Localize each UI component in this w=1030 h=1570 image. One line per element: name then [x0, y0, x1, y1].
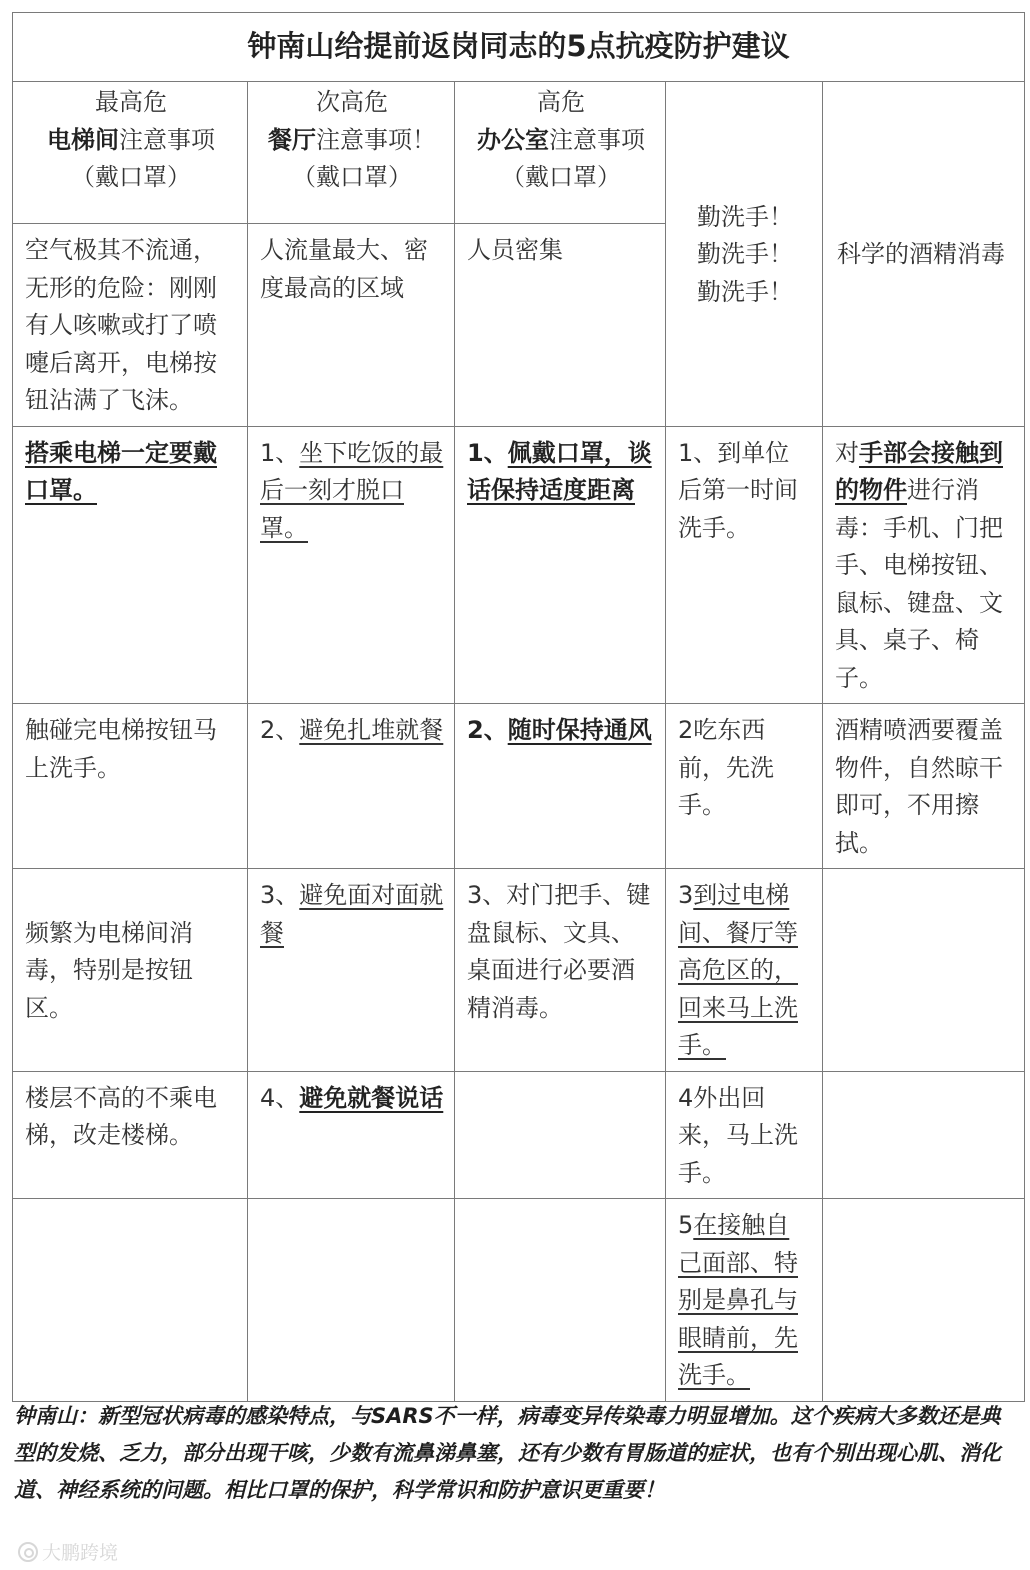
tip-cell: [666, 1199, 823, 1402]
tip-row-4: [13, 1071, 1025, 1199]
tip-cell: [455, 426, 666, 704]
tip-number: 4、: [260, 1083, 300, 1112]
header-row: [13, 82, 1025, 224]
tip-cell: 1、到单位后第一时间洗手。: [666, 426, 823, 704]
tip-row-2: [13, 704, 1025, 869]
tip-text: 搭乘电梯一定要戴口罩。: [25, 438, 217, 504]
header-handwash: [666, 82, 823, 427]
desc-office: 人员密集: [455, 224, 666, 427]
tip-text: 避免面对面就餐: [260, 881, 444, 947]
tip-cell: 4外出回来，马上洗手。: [666, 1071, 823, 1199]
mask-note: （戴口罩）: [292, 163, 412, 191]
watermark-text: 大鹏跨境: [42, 1542, 119, 1564]
empty-cell: [248, 1199, 455, 1402]
header-elevator: [13, 82, 248, 224]
tip-text: 到过电梯间、餐厅等高危区的，回来马上洗手。: [678, 881, 798, 1059]
title-row: [13, 13, 1025, 82]
tip-number: 3: [678, 881, 694, 909]
tip-cell: 2吃东西前，先洗手。: [666, 704, 823, 869]
tip-number: 1、: [467, 438, 508, 467]
tip-row-1: [13, 426, 1025, 704]
handwash-line: 勤洗手！: [697, 202, 793, 231]
tip-text: 随时保持通风: [507, 716, 652, 744]
tip-cell: 楼层不高的不乘电梯，改走楼梯。: [13, 1071, 248, 1199]
header-suffix: 注意事项: [119, 125, 215, 154]
tip-cell: 酒精喷洒要覆盖物件，自然晾干即可，不用擦拭。: [823, 704, 1025, 869]
tip-cell: [248, 869, 455, 1072]
risk-level: 最高危: [95, 88, 167, 116]
header-disinfect: 科学的酒精消毒: [823, 82, 1025, 427]
empty-cell: [823, 869, 1025, 1072]
header-canteen: [248, 82, 455, 224]
advice-table: [12, 12, 1025, 1402]
tip-text: 佩戴口罩，谈话保持适度距离: [467, 438, 652, 504]
tip-text: 坐下吃饭的最后一刻才脱口罩。: [260, 438, 444, 542]
tip-number: 1、: [260, 438, 300, 467]
tip-cell: 触碰完电梯按钮马上洗手。: [13, 704, 248, 869]
tip-cell: [823, 426, 1025, 704]
tip-text: 避免扎堆就餐: [299, 716, 444, 744]
empty-cell: [455, 1199, 666, 1402]
tip-cell: 频繁为电梯间消毒，特别是按钮区。: [13, 869, 248, 1072]
empty-cell: [823, 1199, 1025, 1402]
place-name: 办公室: [477, 125, 549, 154]
risk-level: 次高危: [316, 88, 388, 116]
tip-number: 2、: [260, 716, 300, 744]
handwash-line: 勤洗手！: [697, 277, 793, 306]
place-name: 餐厅: [268, 125, 316, 154]
tip-row-5: [13, 1199, 1025, 1402]
tip-number: 2、: [467, 716, 508, 744]
tip-cell: [666, 869, 823, 1072]
tip-text: 避免就餐说话: [299, 1083, 444, 1112]
mask-note: （戴口罩）: [71, 163, 191, 191]
quote-paragraph: 钟南山：新型冠状病毒的感染特点，与SARS不一样，病毒变异传染毒力明显增加。这个疾病大多数还是典型的发烧、乏力，部分出现干咳，少数有流鼻涕鼻塞，还有少数有胃肠道的症状，也有个别出现心肌、消化道、神经系统的问题。相比口罩的保护，科学常识和防护意识更重要！: [14, 1404, 1001, 1502]
tip-cell: 3、对门把手、键盘鼠标、文具、桌面进行必要酒精消毒。: [455, 869, 666, 1072]
handwash-line: 勤洗手！: [697, 240, 793, 268]
place-name: 电梯间: [47, 125, 119, 154]
risk-level: 高危: [537, 88, 585, 116]
mask-note: （戴口罩）: [501, 163, 621, 191]
tip-text-pre: 对: [835, 438, 859, 467]
desc-canteen: 人流量最大、密度最高的区域: [248, 224, 455, 427]
tip-cell: [13, 426, 248, 704]
tip-cell: [248, 704, 455, 869]
header-suffix: 注意事项: [549, 125, 645, 154]
empty-cell: [823, 1071, 1025, 1199]
header-suffix: 注意事项！: [316, 125, 436, 154]
empty-cell: [455, 1071, 666, 1199]
tip-text: 在接触自己面部、特别是鼻孔与眼睛前，先洗手。: [678, 1211, 798, 1389]
header-office: [455, 82, 666, 224]
tip-text-emphasis: 手部会接触到的物件: [835, 438, 1003, 504]
watermark-logo-icon: [18, 1542, 38, 1562]
watermark: [18, 1538, 118, 1565]
tip-cell: [248, 426, 455, 704]
tip-cell: [248, 1071, 455, 1199]
tip-row-3: [13, 869, 1025, 1072]
tip-text-post: 进行消毒：手机、门把手、电梯按钮、鼠标、键盘、文具、桌子、椅子。: [835, 476, 1003, 692]
tip-number: 5: [678, 1211, 694, 1239]
tip-cell: [455, 704, 666, 869]
tip-number: 3、: [260, 881, 300, 909]
desc-elevator: 空气极其不流通，无形的危险：刚刚有人咳嗽或打了喷嚏后离开，电梯按钮沾满了飞沫。: [13, 224, 248, 427]
empty-cell: [13, 1199, 248, 1402]
advice-sheet: [12, 12, 1024, 1402]
page-title: 钟南山给提前返岗同志的5点抗疫防护建议: [13, 13, 1025, 82]
